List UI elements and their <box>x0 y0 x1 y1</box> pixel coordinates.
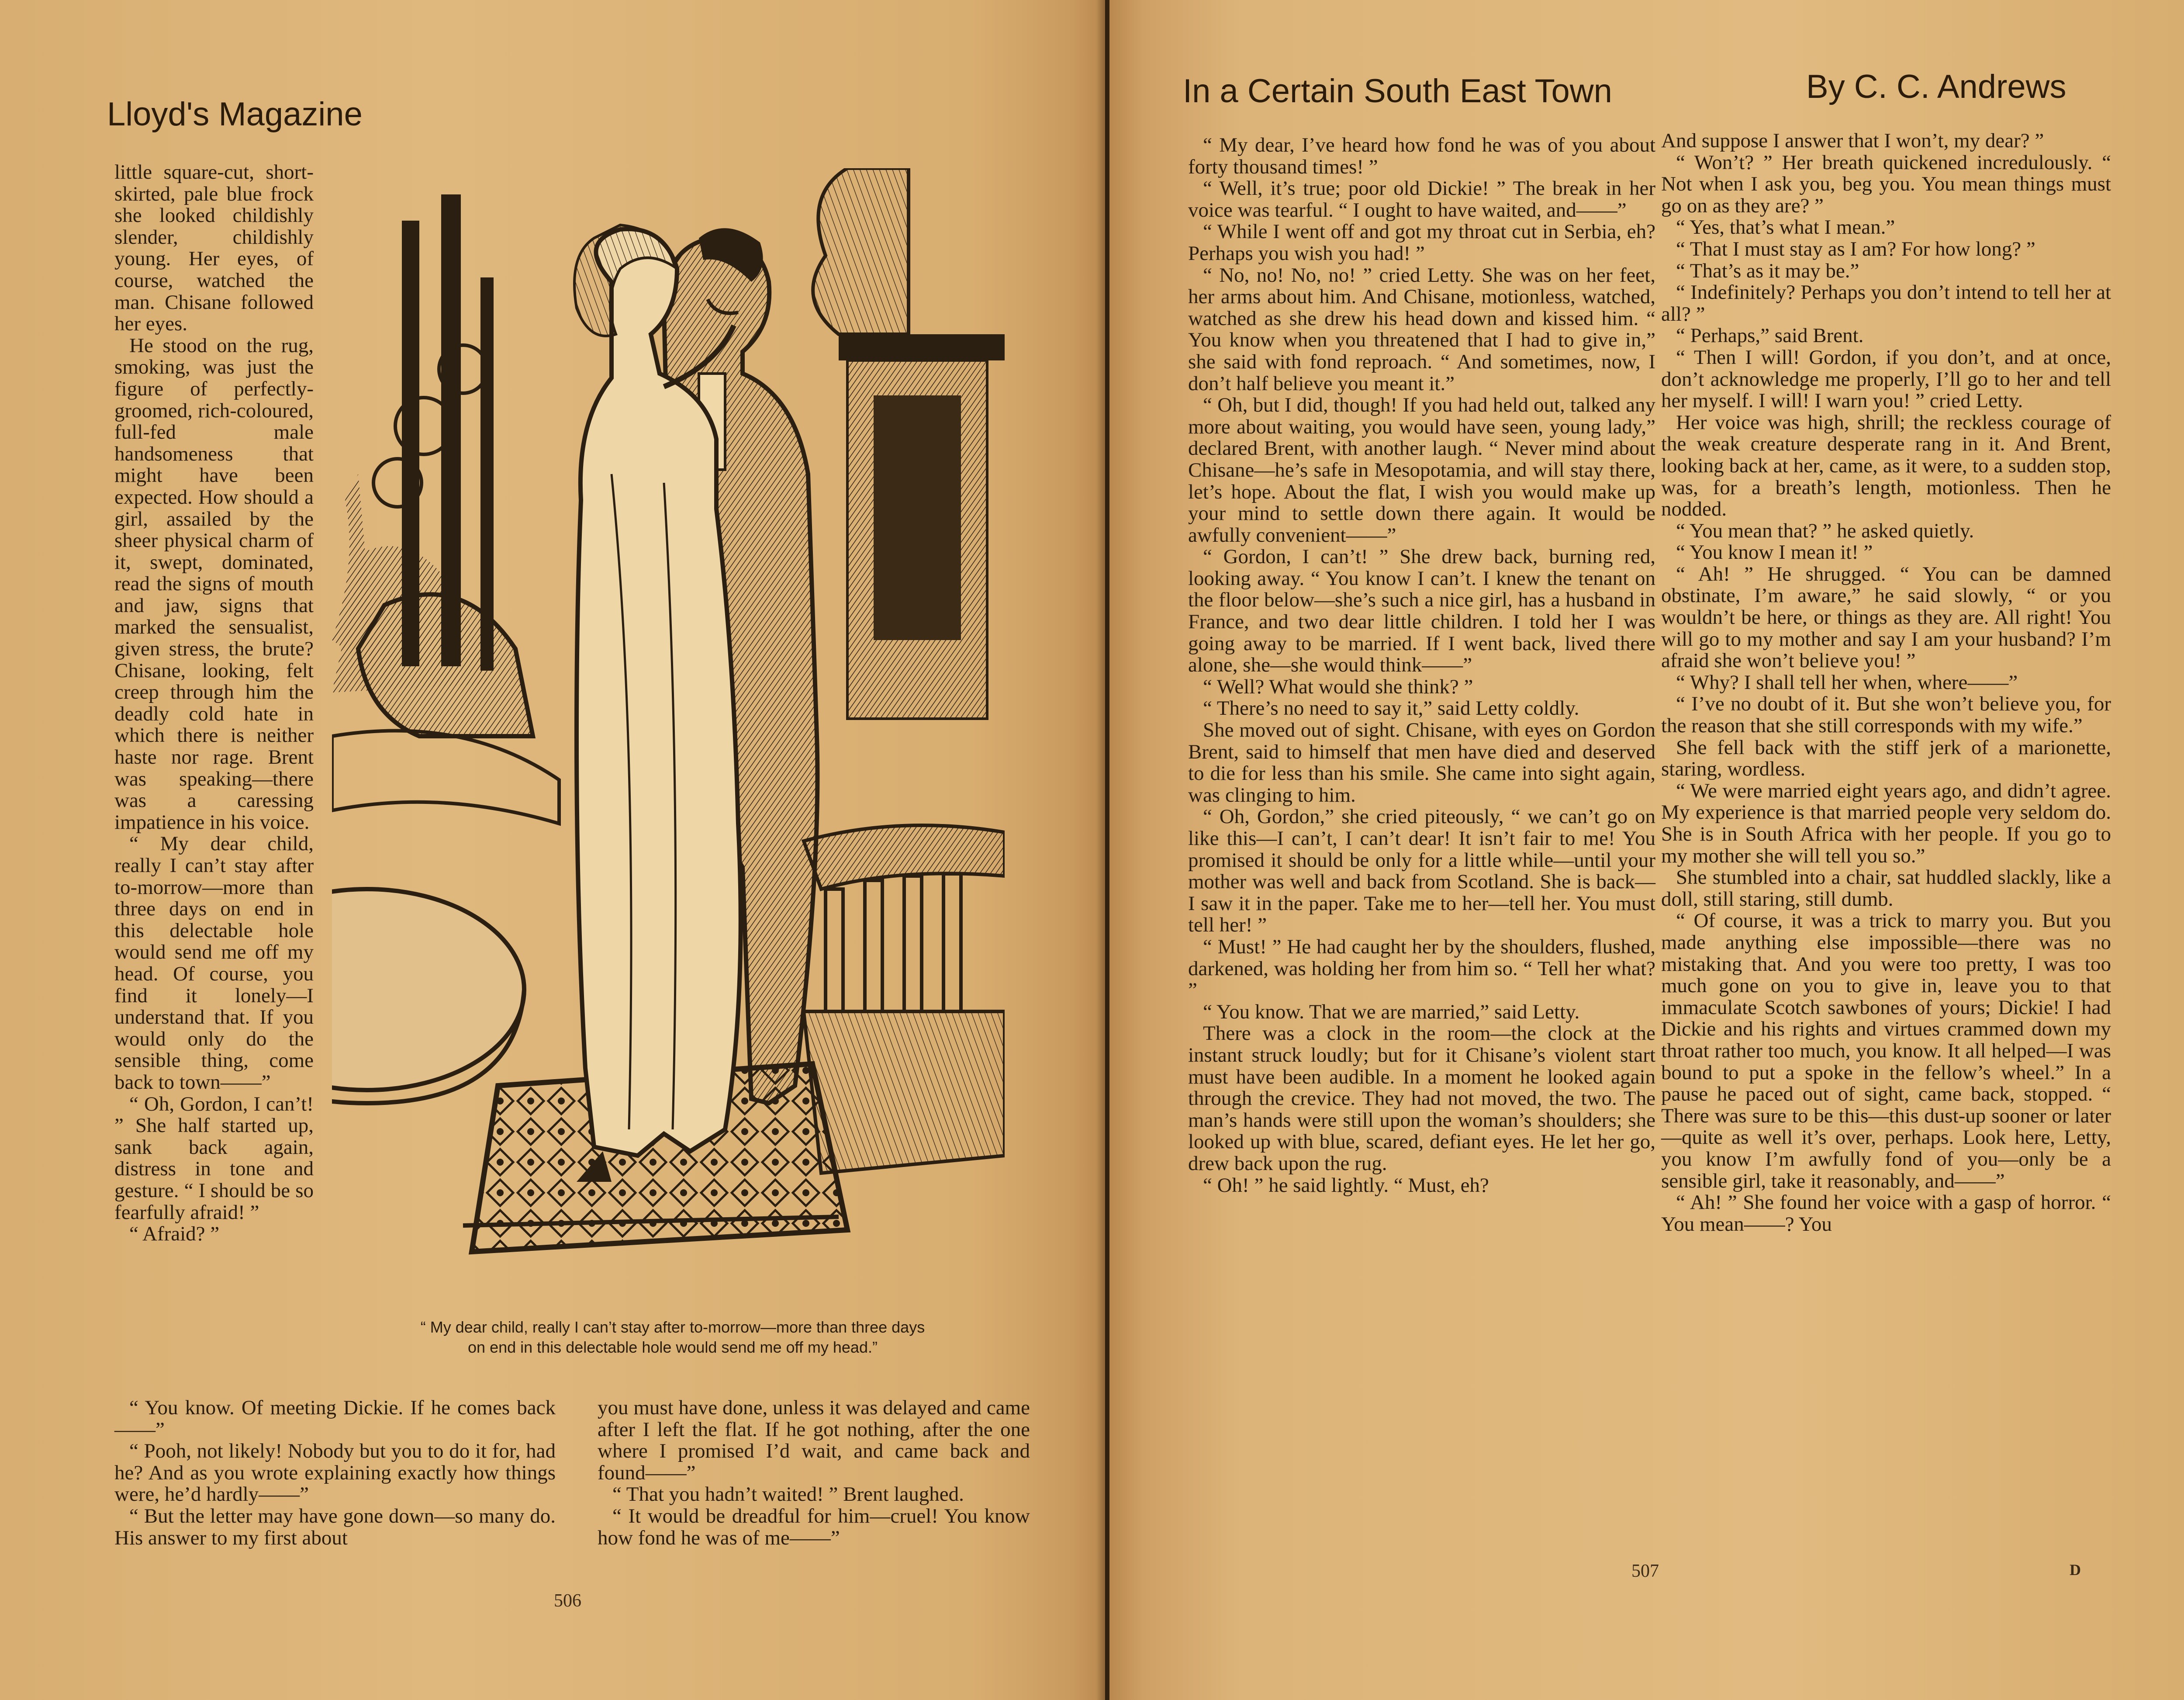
paragraph: “ You know. Of meeting Dickie. If he comes back——” <box>114 1396 556 1441</box>
paragraph: And suppose I answer that I won’t, my dear? ” <box>1661 129 2044 152</box>
signature-mark: D <box>2070 1561 2081 1579</box>
paragraph: “ I’ve no doubt of it. But she won’t believe you, for the reason that she still corresponds with my wife.” <box>1661 692 2111 737</box>
caption-line: “ My dear child, really I can’t stay after to-morrow—more than three days <box>420 1318 925 1336</box>
paragraph: “ While I went off and got my throat cut in Serbia, eh? Perhaps you wish you had! ” <box>1188 220 1655 265</box>
paragraph: “ Then I will! Gordon, if you don’t, and at once, don’t acknowledge me properly, I’ll go to her and tell her myself. I will! I warn you! ” cried Letty. <box>1661 346 2111 412</box>
paragraph: He stood on the rug, smoking, was just the figure of perfectly-groomed, rich-coloured, full-fed male handsomeness that might have been expected. How should a girl, assailed by the sheer physical charm of it, swept, dominated, read the signs of mouth and jaw, signs that marked the sensualist, given stress, the brute? Chisane, looking, felt creep through him the deadly cold hate in which there is neither haste nor rage. Brent was speaking—there was a caressing impatience in his voice. <box>114 334 314 834</box>
page-number: 507 <box>1631 1561 1659 1581</box>
paragraph: “ Oh, Gordon, I can’t! ” She half started up, sank back again, distress in tone and gesture. “ I should be so fearfully afraid! ” <box>114 1092 314 1224</box>
text-column-2 <box>1661 130 2111 1235</box>
paragraph: “ Well? What would she think? ” <box>1203 675 1473 698</box>
paragraph: you must have done, unless it was delayed and came after I left the flat. If he got nothing, after the one where I promised I’d wait, and came back and found——” <box>598 1396 1030 1484</box>
paragraph: She stumbled into a chair, sat huddled slackly, like a doll, still staring, still dumb. <box>1661 866 2111 911</box>
paragraph: “ We were married eight years ago, and didn’t agree. My experience is that married people very seldom do. She is in South Africa with her people. If you go to my mother she will tell you so.” <box>1661 779 2111 867</box>
paragraph: “ There’s no need to say it,” said Letty coldly. <box>1203 697 1579 720</box>
paragraph: little square-cut, short-skirted, pale blue frock she looked childishly slender, childishly young. Her eyes, of course, watched the man. Chisane followed her eyes. <box>114 161 314 336</box>
paragraph: “ No, no! No, no! ” cried Letty. She was on her feet, her arms about him. And Chisane, motionless, watched, watched as she drew his head down and kissed him. “ You know when you threatened that I had to give in,” she said with fond reproach. “ And sometimes, now, I don’t half believe you meant it.” <box>1188 263 1655 395</box>
paragraph: “ Indefinitely? Perhaps you don’t intend to tell her at all? ” <box>1661 281 2111 325</box>
paragraph: Her voice was high, shrill; the reckless courage of the weak creature desperate rang in it. And Brent, looking back at her, came, as it were, to a sudden stop, was, for a breath’s length, motionless. Then he nodded. <box>1661 411 2111 521</box>
paragraph: “ Perhaps,” said Brent. <box>1676 324 1864 347</box>
running-head-author: By C. C. Andrews <box>1806 68 2067 105</box>
story-illustration <box>332 168 1005 1287</box>
paragraph: “ Yes, that’s what I mean.” <box>1676 216 1895 239</box>
paragraph: She moved out of sight. Chisane, with eyes on Gordon Brent, said to himself that men have died and deserved to die for less than his smile. She came into sight again, was clinging to him. <box>1188 719 1655 807</box>
paragraph: “ That’s as it may be.” <box>1676 259 1859 282</box>
paragraph: “ Must! ” He had caught her by the shoulders, flushed, darkened, was holding her from him so. “ Tell her what? ” <box>1188 935 1655 1002</box>
paragraph: “ But the letter may have gone down—so many do. His answer to my first about <box>114 1504 556 1549</box>
staircase-railing <box>804 825 1005 1173</box>
page-number: 506 <box>554 1591 581 1611</box>
caption-line: on end in this delectable hole would send me off my head.” <box>468 1338 878 1356</box>
paragraph: “ Ah! ” She found her voice with a gasp of horror. “ You mean——? You <box>1661 1191 2111 1236</box>
paragraph: “ You know I mean it! ” <box>1676 541 1873 564</box>
illustration-caption <box>349 1317 996 1357</box>
paragraph: “ That you hadn’t waited! ” Brent laughed. <box>612 1483 964 1506</box>
paragraph: “ Oh, but I did, though! If you had held out, talked any more about waiting, you would have seen, young lady,” declared Brent, with another laugh. “ Never mind about Chisane—he’s safe in Mesopotamia, and will stay there, let’s hope. About the flat, I wish you would make up your mind to settle down there again. It would be awfully convenient——” <box>1188 394 1655 547</box>
paragraph: “ Oh! ” he said lightly. “ Must, eh? <box>1203 1174 1489 1197</box>
paragraph: “ Afraid? ” <box>129 1222 220 1246</box>
paragraph: “ You mean that? ” he asked quietly. <box>1676 519 1974 542</box>
paragraph: She fell back with the stiff jerk of a marionette, staring, wordless. <box>1661 736 2111 781</box>
paragraph: “ My dear, I’ve heard how fond he was of you about forty thousand times! ” <box>1188 134 1655 178</box>
paragraph: “ Ah! ” He shrugged. “ You can be damned obstinate, I’m aware,” he said slowly, “ or you wouldn’t be here, or things as they are. All right! You will go to my mother and say I am your husband? I’m afraid she won’t believe you! ” <box>1661 562 2111 672</box>
paragraph: “ Gordon, I can’t! ” She drew back, burning red, looking away. “ You know I can’t. I knew the tenant on the floor below—she’s such a nice girl, has a husband in France, and two dear little children. I told her I was going away to be married. If I went back, lived there alone, she—she would think——” <box>1188 545 1655 677</box>
paragraph: “ Of course, it was a trick to marry you. But you made anything else impossible—there was no mistaking that. And you were too pretty, I was too much gone on you to give in, leave you to that immaculate Scotch sawbones of yours; Dickie! I had Dickie and his rights and virtues crammed down my throat rather too much, you know. It all helped—I was bound to put a spoke in the fellow’s wheel.” In a pause he paced out of sight, came back, stopped. “ There was sure to be this—this dust-up sooner or later—quite as well it’s over, perhaps. Look here, Letty, you know I’m awfully fond of you—only be a sensible girl, take it reasonably, and——” <box>1661 909 2111 1192</box>
paragraph: “ Oh, Gordon,” she cried piteously, “ we can’t go on like this—I can’t, I can’t dear! It isn’t fair to me! You promised it should be only for a little while—until your mother was well and back from Scotland. She is back—I saw it in the paper. Take me to her—tell her. You must tell her! ” <box>1188 805 1655 937</box>
bottom-text-column-2 <box>598 1397 1030 1549</box>
paragraph: “ It would be dreadful for him—cruel! You know how fond he was of me——” <box>598 1504 1030 1549</box>
paragraph: There was a clock in the room—the clock at the instant struck loudly; but for it Chisane’s violent start must have been audible. In a moment he looked again through the crevice. They had not moved, the two. The man’s hands were still upon the woman’s shoulders; she looked up with blue, scared, defiant eyes. He let her go, drew back upon the rug. <box>1188 1022 1655 1175</box>
paragraph: “ Why? I shall tell her when, where——” <box>1676 671 2018 694</box>
paragraph: “ You know. That we are married,” said Letty. <box>1203 1000 1580 1023</box>
bottom-text-column-1 <box>114 1397 556 1549</box>
round-table <box>332 889 524 1103</box>
paragraph: “ My dear child, really I can’t stay after to-morrow—more than three days on end in this delectable hole would send me off my head. Of course, you find it lonely—I understand that. If you would only do the sensible thing, come back to town——” <box>114 832 314 1094</box>
mantelpiece <box>813 168 1005 719</box>
paragraph: “ Won’t? ” Her breath quickened incredulously. “ Not when I ask you, beg you. You mean things must go on as they are? ” <box>1661 151 2111 217</box>
paragraph: “ That I must stay as I am? For how long? ” <box>1676 237 2035 260</box>
text-column-1 <box>1188 135 1655 1196</box>
narrow-text-column <box>114 162 314 1245</box>
running-head-magazine: Lloyd's Magazine <box>107 96 363 133</box>
paragraph: “ Pooh, not likely! Nobody but you to do it for, had he? And as you wrote explaining exactly how things were, he’d hardly——” <box>114 1440 556 1506</box>
running-head-story-title: In a Certain South East Town <box>1183 73 1612 110</box>
paragraph: “ Well, it’s true; poor old Dickie! ” The break in her voice was tearful. “ I ought to have waited, and——” <box>1188 177 1655 222</box>
right-page <box>1109 0 2184 1700</box>
